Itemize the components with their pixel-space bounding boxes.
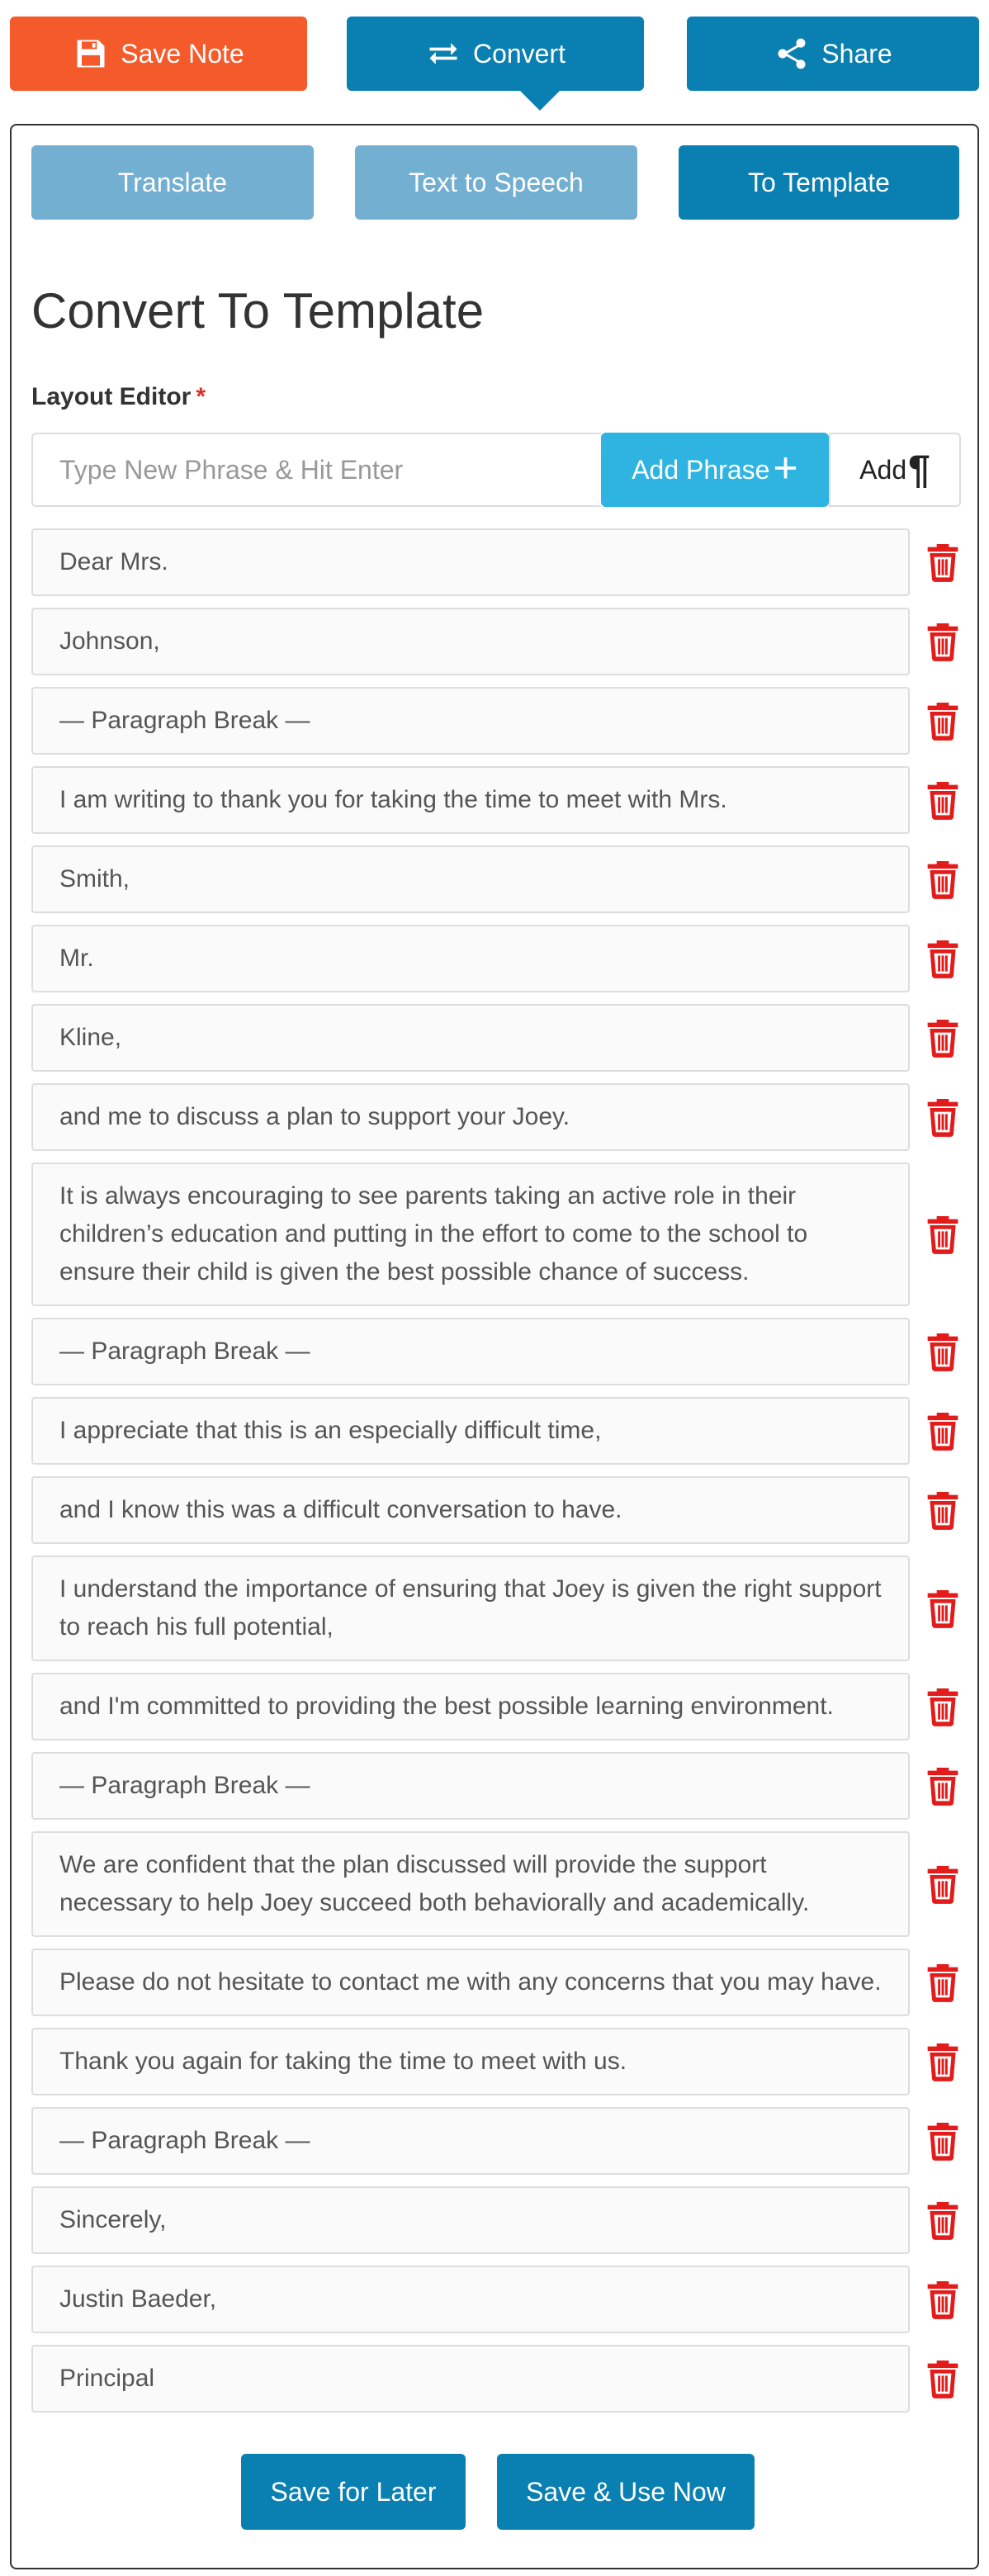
layout-editor-label [31, 383, 206, 411]
convert-tabs [31, 145, 959, 220]
phrase-item[interactable]: Smith, [31, 845, 910, 913]
delete-phrase-button[interactable] [925, 1687, 961, 1726]
top-action-bar [10, 17, 979, 92]
trash-icon [925, 542, 961, 582]
trash-icon [925, 1411, 961, 1451]
phrase-row [31, 2186, 961, 2254]
phrase-row [31, 608, 961, 675]
plus-icon: + [773, 444, 798, 492]
delete-phrase-button[interactable] [925, 2200, 961, 2240]
tab-to-template[interactable]: To Template [679, 145, 959, 220]
trash-icon [925, 1864, 961, 1904]
phrase-row [31, 925, 961, 992]
phrase-item[interactable]: I appreciate that this is an especially difficult time, [31, 1397, 910, 1465]
phrase-row [31, 2345, 961, 2413]
phrase-item[interactable]: Justin Baeder, [31, 2266, 910, 2333]
paragraph-break-item[interactable]: — Paragraph Break — [31, 687, 910, 755]
delete-phrase-button[interactable] [925, 701, 961, 741]
phrase-item[interactable]: and I'm committed to providing the best possible learning environment. [31, 1673, 910, 1740]
swap-arrows-icon [425, 36, 461, 72]
phrase-item[interactable]: Johnson, [31, 608, 910, 675]
save-note-label: Save Note [121, 38, 244, 69]
phrase-row [31, 1163, 961, 1306]
trash-icon [925, 2121, 961, 2161]
trash-icon [925, 1097, 961, 1137]
phrase-row [31, 2028, 961, 2095]
tab-text-to-speech[interactable]: Text to Speech [355, 145, 637, 220]
save-and-use-now-button[interactable]: Save & Use Now [497, 2454, 755, 2530]
delete-phrase-button[interactable] [925, 2042, 961, 2081]
phrase-row [31, 2107, 961, 2175]
phrase-row [31, 766, 961, 834]
trash-icon [925, 1963, 961, 2002]
phrase-row [31, 1083, 961, 1151]
trash-icon [925, 1589, 961, 1628]
trash-icon [925, 1490, 961, 1530]
save-for-later-button[interactable]: Save for Later [241, 2454, 466, 2530]
floppy-disk-icon [73, 36, 109, 72]
delete-phrase-button[interactable] [925, 1332, 961, 1371]
trash-icon [925, 701, 961, 741]
delete-phrase-button[interactable] [925, 1589, 961, 1628]
delete-phrase-button[interactable] [925, 1963, 961, 2002]
phrase-row [31, 687, 961, 755]
save-note-button[interactable] [10, 17, 307, 91]
trash-icon [925, 780, 961, 820]
trash-icon [925, 2359, 961, 2398]
add-phrase-label: Add Phrase [632, 454, 770, 485]
delete-phrase-button[interactable] [925, 939, 961, 978]
phrase-row [31, 845, 961, 913]
delete-phrase-button[interactable] [925, 1215, 961, 1254]
trash-icon [925, 1332, 961, 1371]
trash-icon [925, 2200, 961, 2240]
phrase-item[interactable]: Sincerely, [31, 2186, 910, 2254]
paragraph-break-item[interactable]: — Paragraph Break — [31, 1752, 910, 1820]
convert-panel [10, 124, 979, 2569]
bottom-actions [12, 2454, 981, 2530]
phrase-input-group [31, 433, 961, 507]
tab-translate[interactable]: Translate [31, 145, 314, 220]
pilcrow-icon: ¶ [908, 447, 930, 492]
phrase-row [31, 1831, 961, 1937]
add-phrase-button[interactable] [601, 433, 829, 507]
delete-phrase-button[interactable] [925, 1490, 961, 1530]
convert-label: Convert [472, 38, 566, 69]
delete-phrase-button[interactable] [925, 1018, 961, 1058]
phrase-row [31, 1556, 961, 1661]
paragraph-break-item[interactable]: — Paragraph Break — [31, 1318, 910, 1385]
share-button[interactable] [687, 17, 979, 91]
active-pointer-caret [520, 91, 560, 111]
delete-phrase-button[interactable] [925, 1766, 961, 1806]
trash-icon [925, 1215, 961, 1254]
phrase-row [31, 1752, 961, 1820]
phrase-row [31, 1476, 961, 1544]
phrase-item[interactable]: and me to discuss a plan to support your Joey. [31, 1083, 910, 1151]
phrase-item[interactable]: Thank you again for taking the time to meet with us. [31, 2028, 910, 2095]
trash-icon [925, 939, 961, 978]
delete-phrase-button[interactable] [925, 780, 961, 820]
layout-editor-text: Layout Editor [31, 383, 192, 410]
phrase-item[interactable]: Please do not hesitate to contact me with any concerns that you may have. [31, 1949, 910, 2016]
phrase-row [31, 1949, 961, 2016]
required-marker: * [196, 383, 206, 410]
paragraph-break-item[interactable]: — Paragraph Break — [31, 2107, 910, 2175]
trash-icon [925, 1018, 961, 1058]
phrase-item[interactable]: Dear Mrs. [31, 528, 910, 596]
phrase-list [31, 528, 961, 2424]
delete-phrase-button[interactable] [925, 542, 961, 582]
trash-icon [925, 2042, 961, 2081]
phrase-row [31, 2266, 961, 2333]
phrase-row [31, 1004, 961, 1072]
delete-phrase-button[interactable] [925, 622, 961, 661]
new-phrase-input[interactable] [31, 433, 601, 507]
phrase-row [31, 1318, 961, 1385]
share-label: Share [821, 38, 892, 69]
delete-phrase-button[interactable] [925, 1864, 961, 1904]
phrase-item[interactable]: I am writing to thank you for taking the time to meet with Mrs. [31, 766, 910, 834]
convert-button[interactable] [347, 17, 644, 91]
delete-phrase-button[interactable] [925, 2359, 961, 2398]
page-title: Convert To Template [31, 283, 485, 339]
share-icon [774, 36, 810, 72]
trash-icon [925, 1687, 961, 1726]
phrase-row [31, 1673, 961, 1740]
delete-phrase-button[interactable] [925, 2280, 961, 2319]
phrase-item[interactable]: It is always encouraging to see parents taking an active role in their children’s education and putting in the effort to come to the school to ensure their child is given the best possible chance of success. [31, 1163, 910, 1306]
phrase-item[interactable]: Kline, [31, 1004, 910, 1072]
trash-icon [925, 1766, 961, 1806]
add-paragraph-break-button[interactable] [829, 433, 961, 507]
delete-phrase-button[interactable] [925, 1097, 961, 1137]
phrase-row [31, 528, 961, 596]
phrase-item[interactable]: We are confident that the plan discussed will provide the support necessary to help Joey succeed both behaviorally and academically. [31, 1831, 910, 1937]
add-paragraph-label: Add [859, 454, 907, 485]
trash-icon [925, 2280, 961, 2319]
trash-icon [925, 622, 961, 661]
delete-phrase-button[interactable] [925, 1411, 961, 1451]
delete-phrase-button[interactable] [925, 2121, 961, 2161]
phrase-item[interactable]: Mr. [31, 925, 910, 992]
phrase-row [31, 1397, 961, 1465]
phrase-item[interactable]: Principal [31, 2345, 910, 2413]
delete-phrase-button[interactable] [925, 859, 961, 899]
phrase-item[interactable]: I understand the importance of ensuring that Joey is given the right support to reach his full potential, [31, 1556, 910, 1661]
trash-icon [925, 859, 961, 899]
phrase-item[interactable]: and I know this was a difficult conversation to have. [31, 1476, 910, 1544]
